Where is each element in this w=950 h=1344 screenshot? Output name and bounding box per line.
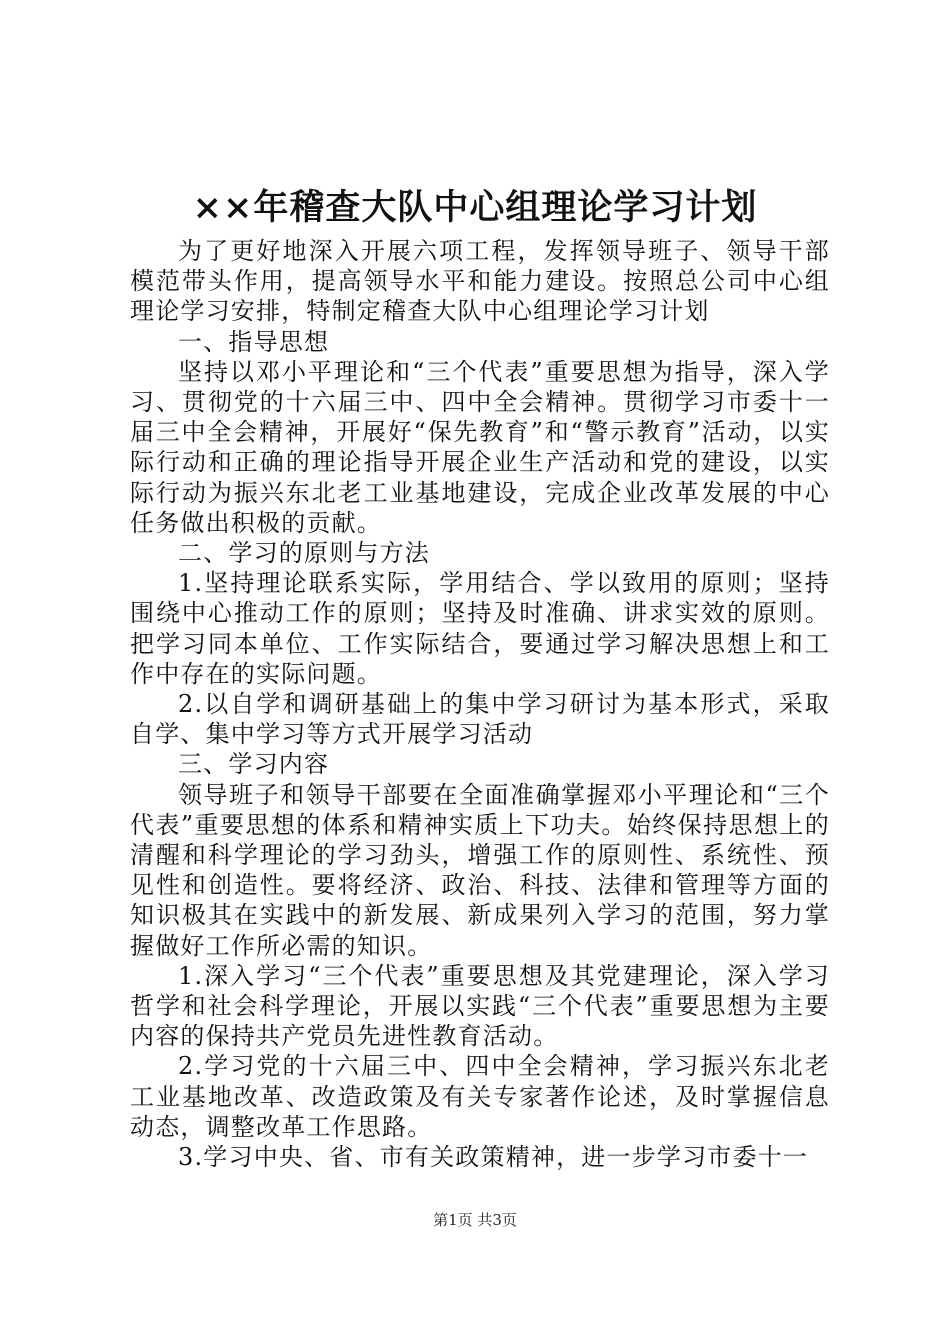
principle-item-2: 2.以自学和调研基础上的集中学习研讨为基本形式，采取自学、集中学习等方式开展学习活动	[130, 690, 830, 749]
document-body	[130, 236, 830, 1172]
principle-item-1: 1.坚持理论联系实际，学用结合、学以致用的原则；坚持围绕中心推动工作的原则；坚持及时准确、讲求实效的原则。把学习同本单位、工作实际结合，要通过学习解决思想上和工作中存在的实际问题。	[130, 569, 830, 688]
section-heading-principles-methods: 二、学习的原则与方法	[178, 539, 430, 568]
intro-paragraph: 为了更好地深入开展六项工程，发挥领导班子、领导干部模范带头作用，提高领导水平和能力建设。按照总公司中心组理论学习安排，特制定稽查大队中心组理论学习计划	[130, 237, 830, 326]
document-title: ××年稽查大队中心组理论学习计划	[192, 187, 758, 228]
content-item-1: 1.深入学习“三个代表”重要思想及其党建理论，深入学习哲学和社会科学理论，开展以实践“三个代表”重要思想为主要内容的保持共产党员先进性教育活动。	[130, 961, 830, 1051]
section-heading-study-content: 三、学习内容	[178, 750, 330, 779]
content-item-3: 3.学习中央、省、市有关政策精神，进一步学习市委十一	[178, 1143, 809, 1172]
content-item-2: 2.学习党的十六届三中、四中全会精神，学习振兴东北老工业基地改革、改造政策及有关专家著作论述，及时掌握信息动态，调整改革工作思路。	[130, 1052, 830, 1141]
guiding-ideology-paragraph: 坚持以邓小平理论和“三个代表”重要思想为指导，深入学习、贯彻党的十六届三中、四中全会精神。贯彻学习市委十一届三中全会精神，开展好“保先教育”和“警示教育”活动，以实际行动和正确的理论指导开展企业生产活动和党的建设，以实际行动为振兴东北老工业基地建设，完成企业改革发展的中心任务做出积极的贡献。	[130, 357, 830, 537]
study-content-paragraph: 领导班子和领导干部要在全面准确掌握邓小平理论和“三个代表”重要思想的体系和精神实质上下功夫。始终保持思想上的清醒和科学理论的学习劲头，增强工作的原则性、系统性、预见性和创造性。要将经济、政治、科技、法律和管理等方面的知识极其在实践中的新发展、新成果列入学习的范围，努力掌握做好工作所必需的知识。	[130, 780, 830, 960]
section-heading-guiding-ideology: 一、指导思想	[178, 327, 330, 356]
page-footer: 第1页 共3页	[433, 1211, 517, 1229]
